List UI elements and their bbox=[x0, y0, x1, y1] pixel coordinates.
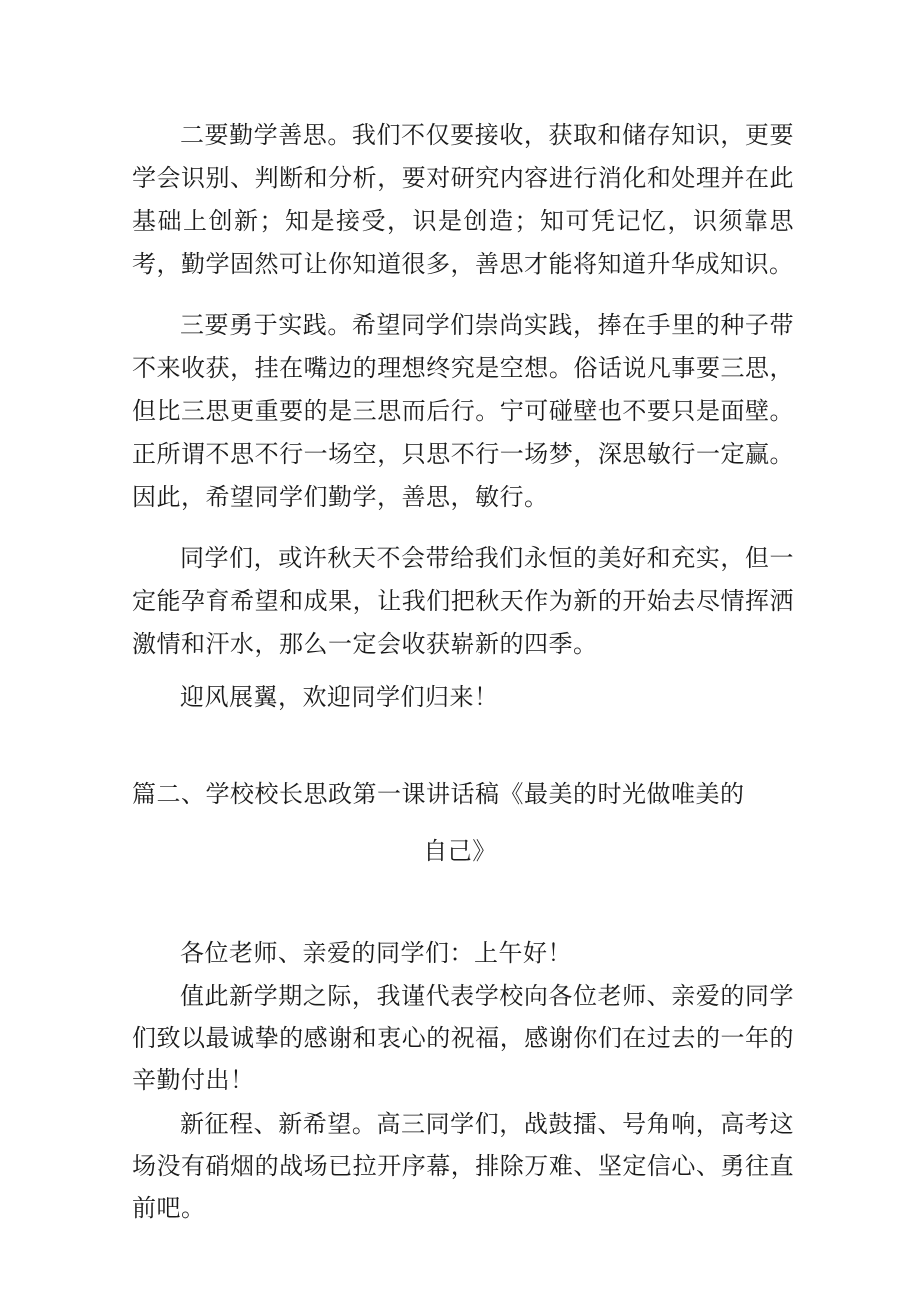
paragraph-new-journey: 新征程、新希望。高三同学们，战鼓擂、号角响，高考这场没有硝烟的战场已拉开序幕，排除万难、坚定信心、勇往直前吧。 bbox=[132, 1110, 794, 1222]
paragraph-greeting: 各位老师、亲爱的同学们：上午好！ bbox=[180, 939, 572, 967]
section-heading-line2-text: 自己》 bbox=[423, 837, 497, 865]
paragraph-autumn: 同学们，或许秋天不会带给我们永恒的美好和充实，但一定能孕育希望和成果，让我们把秋天作为新的开始去尽情挥洒激情和汗水，那么一定会收获崭新的四季。 bbox=[132, 544, 794, 658]
section-heading-line2 bbox=[0, 830, 920, 873]
section-heading-line1: 篇二、学校校长思政第一课讲话稿《最美的时光做唯美的 bbox=[132, 780, 745, 808]
paragraph-welcome-back: 迎风展翼，欢迎同学们归来！ bbox=[180, 683, 499, 711]
paragraph-practice: 三要勇于实践。希望同学们崇尚实践，捧在手里的种子带不来收获，挂在嘴边的理想终究是空想。俗话说凡事要三思，但比三思更重要的是三思而后行。宁可碰壁也不要只是面壁。正所谓不思不行一场空，只思不行一场梦，深思敏行一定赢。因此，希望同学们勤学，善思，敏行。 bbox=[132, 311, 794, 511]
paragraph-study-and-think: 二要勤学善思。我们不仅要接收，获取和储存知识，更要学会识别、判断和分析，要对研究内容进行消化和处理并在此基础上创新；知是接受，识是创造；知可凭记忆，识须靠思考，勤学固然可让你知道很多，善思才能将知道升华成知识。 bbox=[132, 121, 794, 278]
paragraph-gratitude: 值此新学期之际，我谨代表学校向各位老师、亲爱的同学们致以最诚挚的感谢和衷心的祝福，感谢你们在过去的一年的辛勤付出！ bbox=[132, 982, 794, 1094]
